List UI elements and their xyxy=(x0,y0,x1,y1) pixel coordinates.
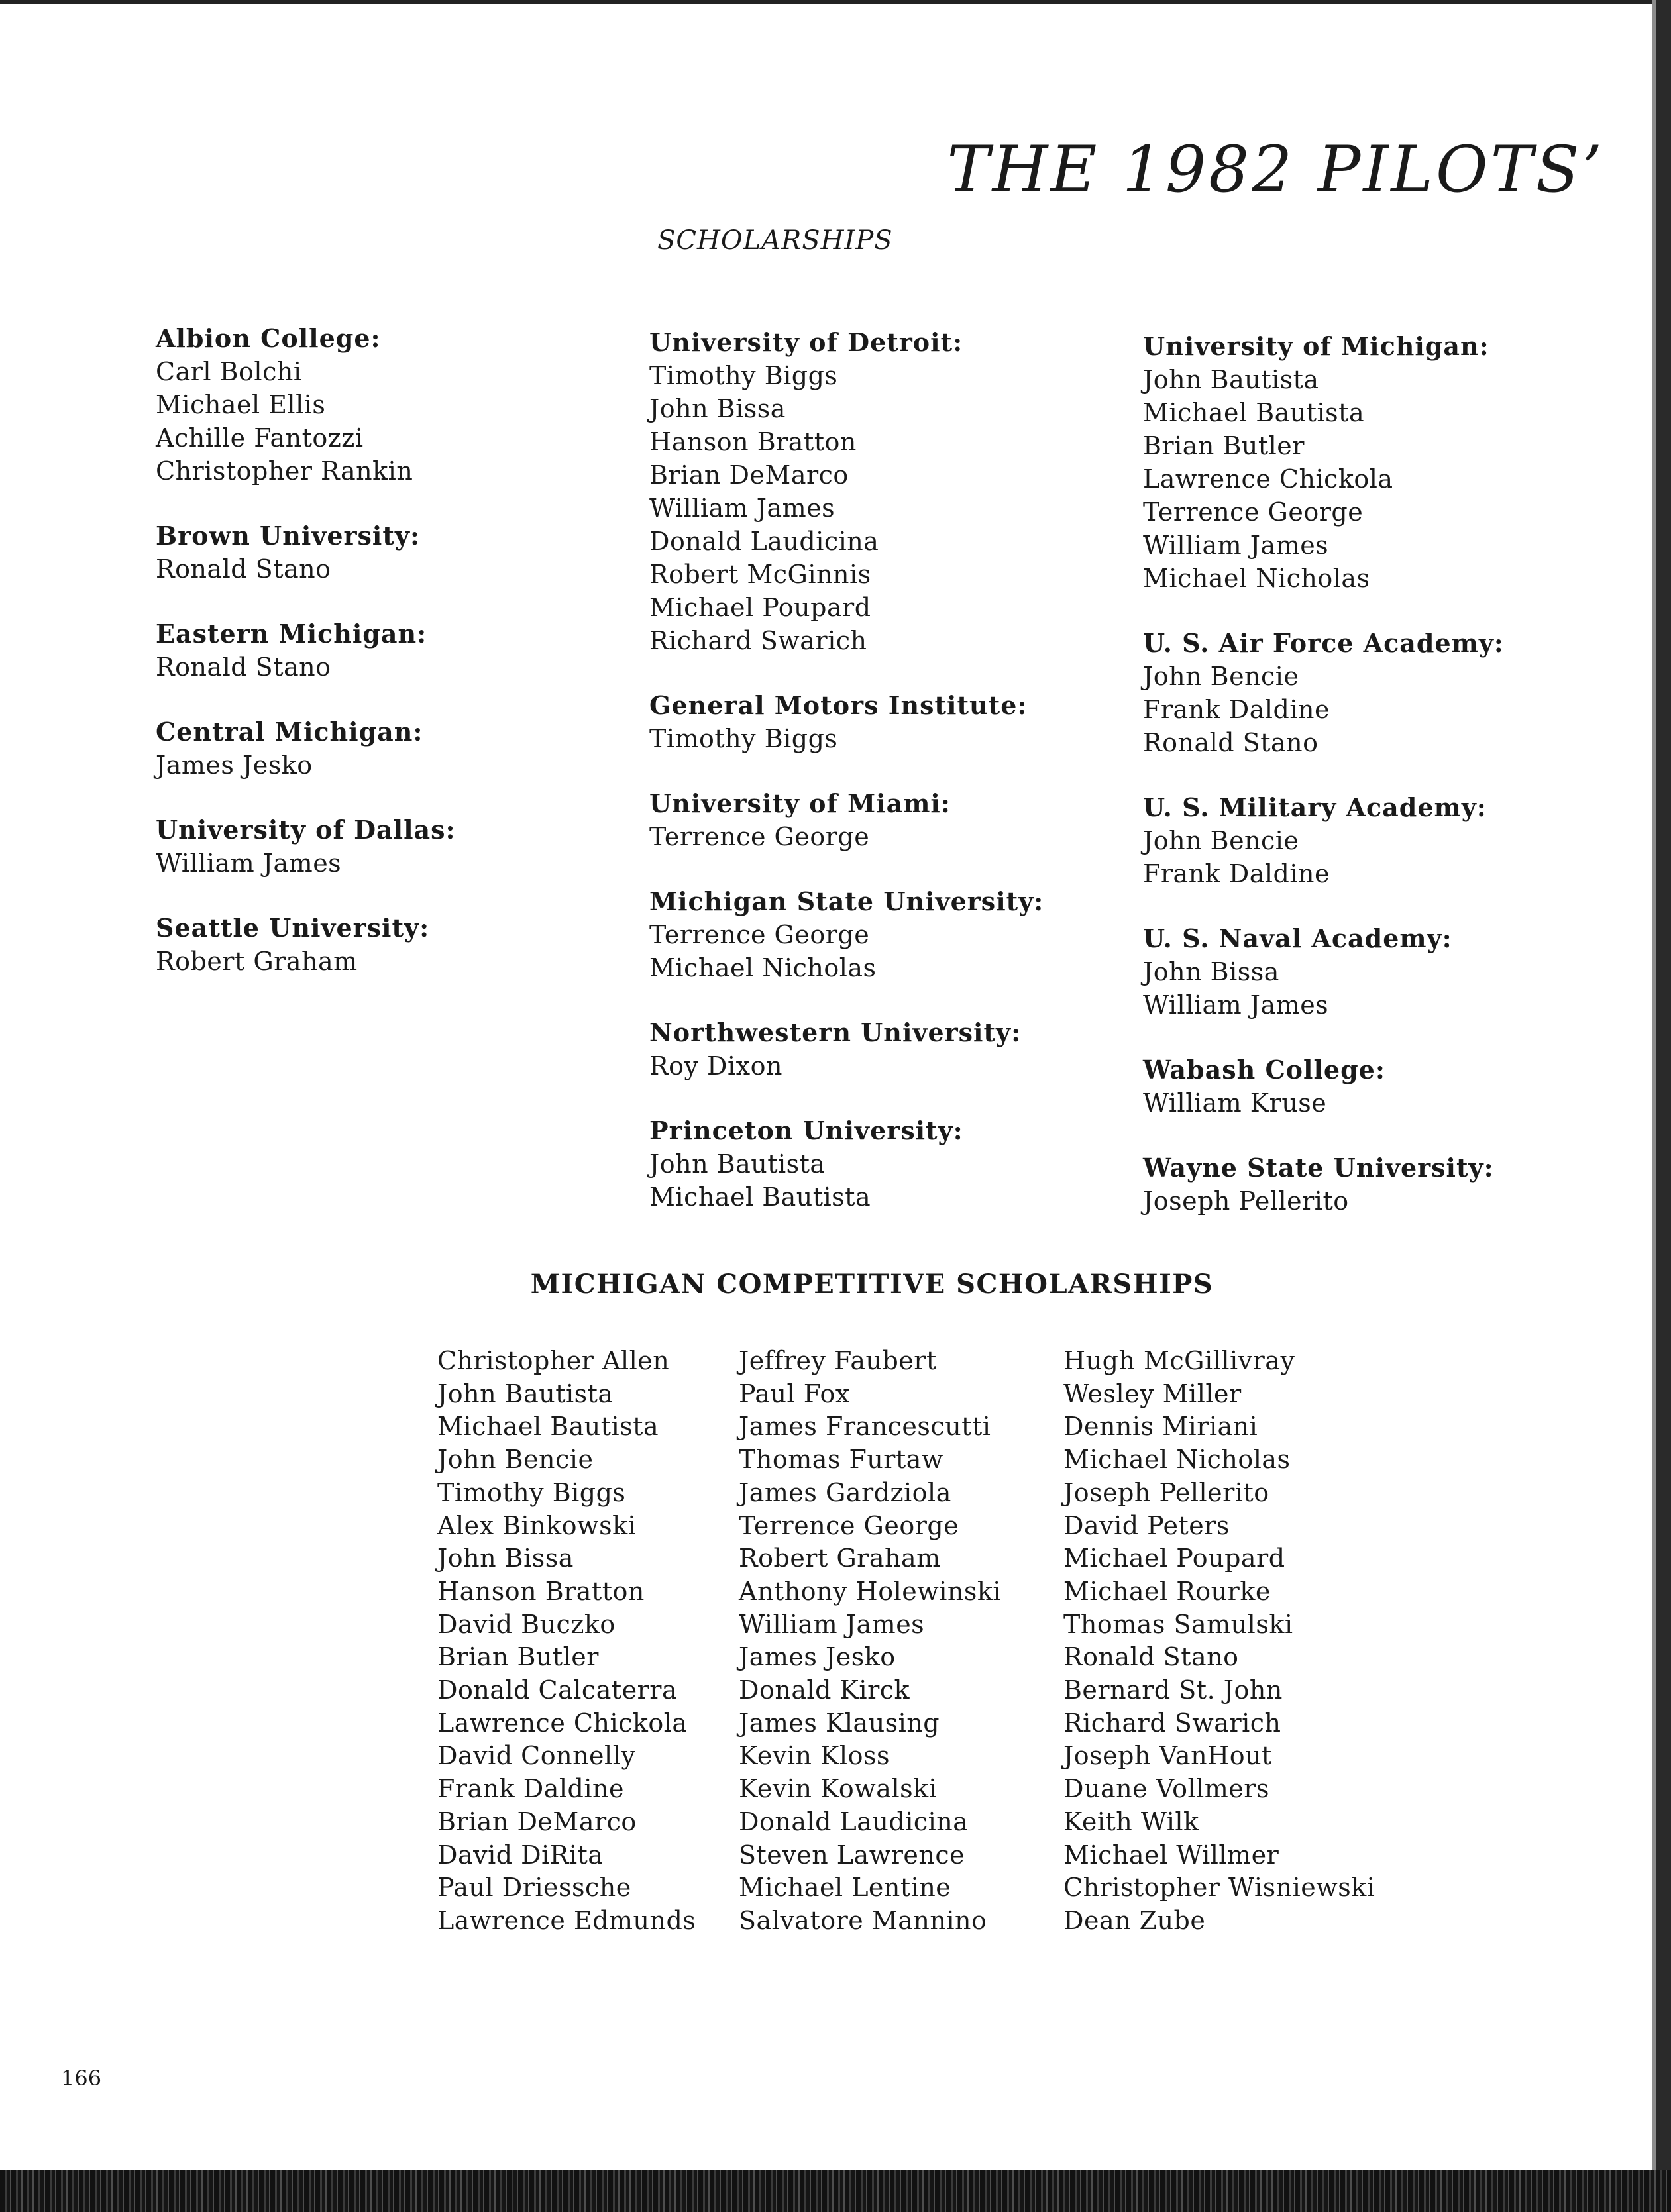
recipient-name: Joseph VanHout xyxy=(1063,1741,1272,1771)
recipient-list xyxy=(156,553,633,586)
recipient-name: David Buczko xyxy=(437,1609,616,1639)
school-name: U. S. Naval Academy: xyxy=(1143,923,1452,953)
school-name: General Motors Institute: xyxy=(649,690,1028,720)
recipient-name: John Bautista xyxy=(649,1149,826,1179)
scan-border-top xyxy=(0,0,1671,4)
recipient-name: Robert Graham xyxy=(739,1544,941,1573)
recipient-name: Carl Bolchi xyxy=(156,357,302,386)
recipient-name: James Jesko xyxy=(156,751,313,780)
recipient-name: Kevin Kloss xyxy=(739,1741,890,1771)
recipient-list xyxy=(649,918,1140,984)
school-name: Seattle University: xyxy=(156,913,430,943)
recipient-name: James Gardziola xyxy=(739,1477,951,1507)
school-name: University of Miami: xyxy=(649,788,951,818)
recipient-name: Donald Laudicina xyxy=(739,1807,969,1836)
scholarship-column-2 xyxy=(649,326,1140,1245)
recipient-name: John Bencie xyxy=(1143,662,1299,691)
recipient-name: James Jesko xyxy=(739,1642,896,1672)
school-name: U. S. Air Force Academy: xyxy=(1143,628,1504,658)
recipient-name: Joseph Pellerito xyxy=(1143,1186,1349,1216)
recipient-list xyxy=(1143,660,1607,759)
school-name: Central Michigan: xyxy=(156,717,423,747)
recipient-name: Terrence George xyxy=(739,1510,959,1540)
scholarship-group xyxy=(1143,791,1607,890)
recipient-name: Hugh McGillivray xyxy=(1063,1346,1295,1375)
recipient-list xyxy=(156,945,633,978)
recipient-name: Lawrence Edmunds xyxy=(437,1905,696,1935)
recipient-name: David Connelly xyxy=(437,1741,636,1771)
recipient-name: Frank Daldine xyxy=(437,1774,624,1804)
recipient-list xyxy=(1143,1185,1607,1218)
scan-border-right xyxy=(1656,0,1671,2212)
recipient-name: Ronald Stano xyxy=(1063,1642,1239,1672)
recipient-name: Michael Rourke xyxy=(1063,1576,1271,1606)
recipient-name: Bernard St. John xyxy=(1063,1675,1283,1705)
scholarship-group xyxy=(156,814,633,880)
school-name: U. S. Military Academy: xyxy=(1143,792,1487,822)
scan-border-bottom xyxy=(0,2170,1671,2212)
competitive-column-3 xyxy=(1063,1345,1375,1938)
recipient-list xyxy=(649,359,1140,657)
recipient-list xyxy=(156,749,633,782)
recipient-name: Frank Daldine xyxy=(1143,695,1330,724)
recipient-list xyxy=(156,847,633,880)
scholarship-group xyxy=(649,1016,1140,1082)
recipient-name: Michael Nicholas xyxy=(649,953,877,982)
recipient-name: Michael Nicholas xyxy=(1063,1445,1291,1475)
recipient-name: Dennis Miriani xyxy=(1063,1412,1258,1442)
recipient-list xyxy=(649,1049,1140,1082)
recipient-name: Robert McGinnis xyxy=(649,560,871,589)
recipient-name: William James xyxy=(156,849,342,878)
recipient-name: Brian Butler xyxy=(1143,431,1305,460)
recipient-name: Ronald Stano xyxy=(156,653,331,682)
recipient-name: Thomas Furtaw xyxy=(739,1445,943,1475)
recipient-list xyxy=(1143,824,1607,890)
recipient-name: Lawrence Chickola xyxy=(1143,464,1393,494)
school-name: University of Detroit: xyxy=(649,327,963,357)
recipient-name: Michael Ellis xyxy=(156,390,326,419)
recipient-name: James Francescutti xyxy=(739,1412,991,1442)
school-name: Northwestern University: xyxy=(649,1018,1022,1047)
recipient-name: John Bissa xyxy=(437,1544,574,1573)
recipient-list xyxy=(156,651,633,684)
recipient-name: William James xyxy=(1143,531,1329,560)
recipient-list xyxy=(649,722,1140,755)
scholarship-group xyxy=(649,1114,1140,1214)
recipient-name: Brian DeMarco xyxy=(649,460,849,490)
recipient-name: Thomas Samulski xyxy=(1063,1609,1293,1639)
recipient-list xyxy=(649,1147,1140,1214)
school-name: Princeton University: xyxy=(649,1116,963,1145)
school-name: Albion College: xyxy=(156,323,381,353)
scholarship-group xyxy=(649,689,1140,755)
recipient-name: Anthony Holewinski xyxy=(739,1576,1002,1606)
scholarship-group xyxy=(649,885,1140,984)
recipient-name: Paul Fox xyxy=(739,1379,850,1408)
recipient-name: John Bencie xyxy=(1143,826,1299,855)
recipient-name: Frank Daldine xyxy=(1143,859,1330,888)
recipient-name: Terrence George xyxy=(649,822,870,851)
recipient-name: Michael Bautista xyxy=(437,1412,659,1442)
recipient-name: Richard Swarich xyxy=(649,626,867,655)
recipient-name: Hanson Bratton xyxy=(649,427,857,456)
recipient-name: William James xyxy=(649,494,836,523)
recipient-name: Paul Driessche xyxy=(437,1873,631,1903)
page-title: THE 1982 PILOTS’ xyxy=(947,132,1605,207)
scholarship-group xyxy=(156,617,633,684)
recipient-name: Terrence George xyxy=(1143,498,1364,527)
competitive-column-1 xyxy=(437,1345,696,1938)
recipient-name: Christopher Rankin xyxy=(156,456,413,486)
scholarship-column-1 xyxy=(156,322,633,1010)
recipient-name: Wesley Miller xyxy=(1063,1379,1242,1408)
scholarship-group xyxy=(1143,1151,1607,1218)
recipient-name: Duane Vollmers xyxy=(1063,1774,1269,1804)
recipient-name: Timothy Biggs xyxy=(437,1477,626,1507)
scholarship-group xyxy=(156,715,633,782)
recipient-name: John Bautista xyxy=(1143,365,1319,394)
recipient-list xyxy=(1143,955,1607,1022)
school-name: University of Michigan: xyxy=(1143,331,1489,361)
recipient-name: David Peters xyxy=(1063,1510,1230,1540)
recipient-name: Roy Dixon xyxy=(649,1051,782,1080)
recipient-name: Brian DeMarco xyxy=(437,1807,637,1836)
recipient-list xyxy=(1143,1086,1607,1120)
scholarship-group xyxy=(649,326,1140,657)
recipient-name: Timothy Biggs xyxy=(649,361,838,390)
recipient-name: Timothy Biggs xyxy=(649,724,838,753)
recipient-name: Michael Willmer xyxy=(1063,1840,1279,1870)
recipient-name: Lawrence Chickola xyxy=(437,1708,688,1738)
recipient-list xyxy=(649,820,1140,853)
recipient-name: Christopher Wisniewski xyxy=(1063,1873,1375,1903)
recipient-name: Donald Kirck xyxy=(739,1675,910,1705)
recipient-name: Donald Laudicina xyxy=(649,527,879,556)
school-name: Wabash College: xyxy=(1143,1055,1385,1084)
page-number: 166 xyxy=(61,2066,102,2091)
scholarship-group xyxy=(1143,627,1607,759)
recipient-name: Michael Bautista xyxy=(1143,398,1365,427)
recipient-name: Richard Swarich xyxy=(1063,1708,1281,1738)
school-name: University of Dallas: xyxy=(156,815,456,845)
recipient-name: Hanson Bratton xyxy=(437,1576,645,1606)
recipient-name: Joseph Pellerito xyxy=(1063,1477,1269,1507)
recipient-name: Michael Nicholas xyxy=(1143,564,1370,593)
recipient-name: Dean Zube xyxy=(1063,1905,1206,1935)
scholarship-group xyxy=(156,322,633,488)
recipient-name: Keith Wilk xyxy=(1063,1807,1199,1836)
recipient-name: Terrence George xyxy=(649,920,870,949)
competitive-scholarships-heading: MICHIGAN COMPETITIVE SCHOLARSHIPS xyxy=(530,1269,1214,1300)
section-subtitle: SCHOLARSHIPS xyxy=(657,225,893,256)
scholarship-group xyxy=(649,787,1140,853)
scholarship-column-3 xyxy=(1143,330,1607,1249)
recipient-name: William James xyxy=(1143,990,1329,1020)
scholarship-group xyxy=(156,912,633,978)
recipient-name: Kevin Kowalski xyxy=(739,1774,938,1804)
recipient-name: Salvatore Mannino xyxy=(739,1905,987,1935)
recipient-name: John Bencie xyxy=(437,1445,594,1475)
recipient-name: John Bissa xyxy=(649,394,786,423)
recipient-name: Ronald Stano xyxy=(156,554,331,584)
recipient-list xyxy=(156,355,633,488)
recipient-name: Michael Poupard xyxy=(1063,1544,1285,1573)
recipient-name: Michael Poupard xyxy=(649,593,871,622)
scholarship-group xyxy=(156,519,633,586)
recipient-name: Achille Fantozzi xyxy=(156,423,364,452)
recipient-name: Michael Bautista xyxy=(649,1183,871,1212)
school-name: Wayne State University: xyxy=(1143,1153,1494,1183)
school-name: Michigan State University: xyxy=(649,886,1044,916)
recipient-name: David DiRita xyxy=(437,1840,604,1870)
recipient-name: Christopher Allen xyxy=(437,1346,670,1375)
scholarship-group xyxy=(1143,1053,1607,1120)
recipient-name: Donald Calcaterra xyxy=(437,1675,678,1705)
school-name: Brown University: xyxy=(156,521,421,551)
recipient-name: Robert Graham xyxy=(156,947,358,976)
recipient-name: Brian Butler xyxy=(437,1642,599,1672)
scholarship-group xyxy=(1143,922,1607,1022)
recipient-name: Steven Lawrence xyxy=(739,1840,965,1870)
recipient-name: Michael Lentine xyxy=(739,1873,951,1903)
recipient-name: James Klausing xyxy=(739,1708,940,1738)
recipient-name: William Kruse xyxy=(1143,1088,1327,1118)
competitive-column-2 xyxy=(739,1345,1001,1938)
recipient-list xyxy=(1143,363,1607,595)
recipient-name: Ronald Stano xyxy=(1143,728,1319,757)
recipient-name: John Bautista xyxy=(437,1379,614,1408)
scholarship-group xyxy=(1143,330,1607,595)
recipient-name: William James xyxy=(739,1609,925,1639)
recipient-name: Alex Binkowski xyxy=(437,1510,637,1540)
recipient-name: John Bissa xyxy=(1143,957,1279,986)
recipient-name: Jeffrey Faubert xyxy=(739,1346,937,1375)
school-name: Eastern Michigan: xyxy=(156,619,427,649)
